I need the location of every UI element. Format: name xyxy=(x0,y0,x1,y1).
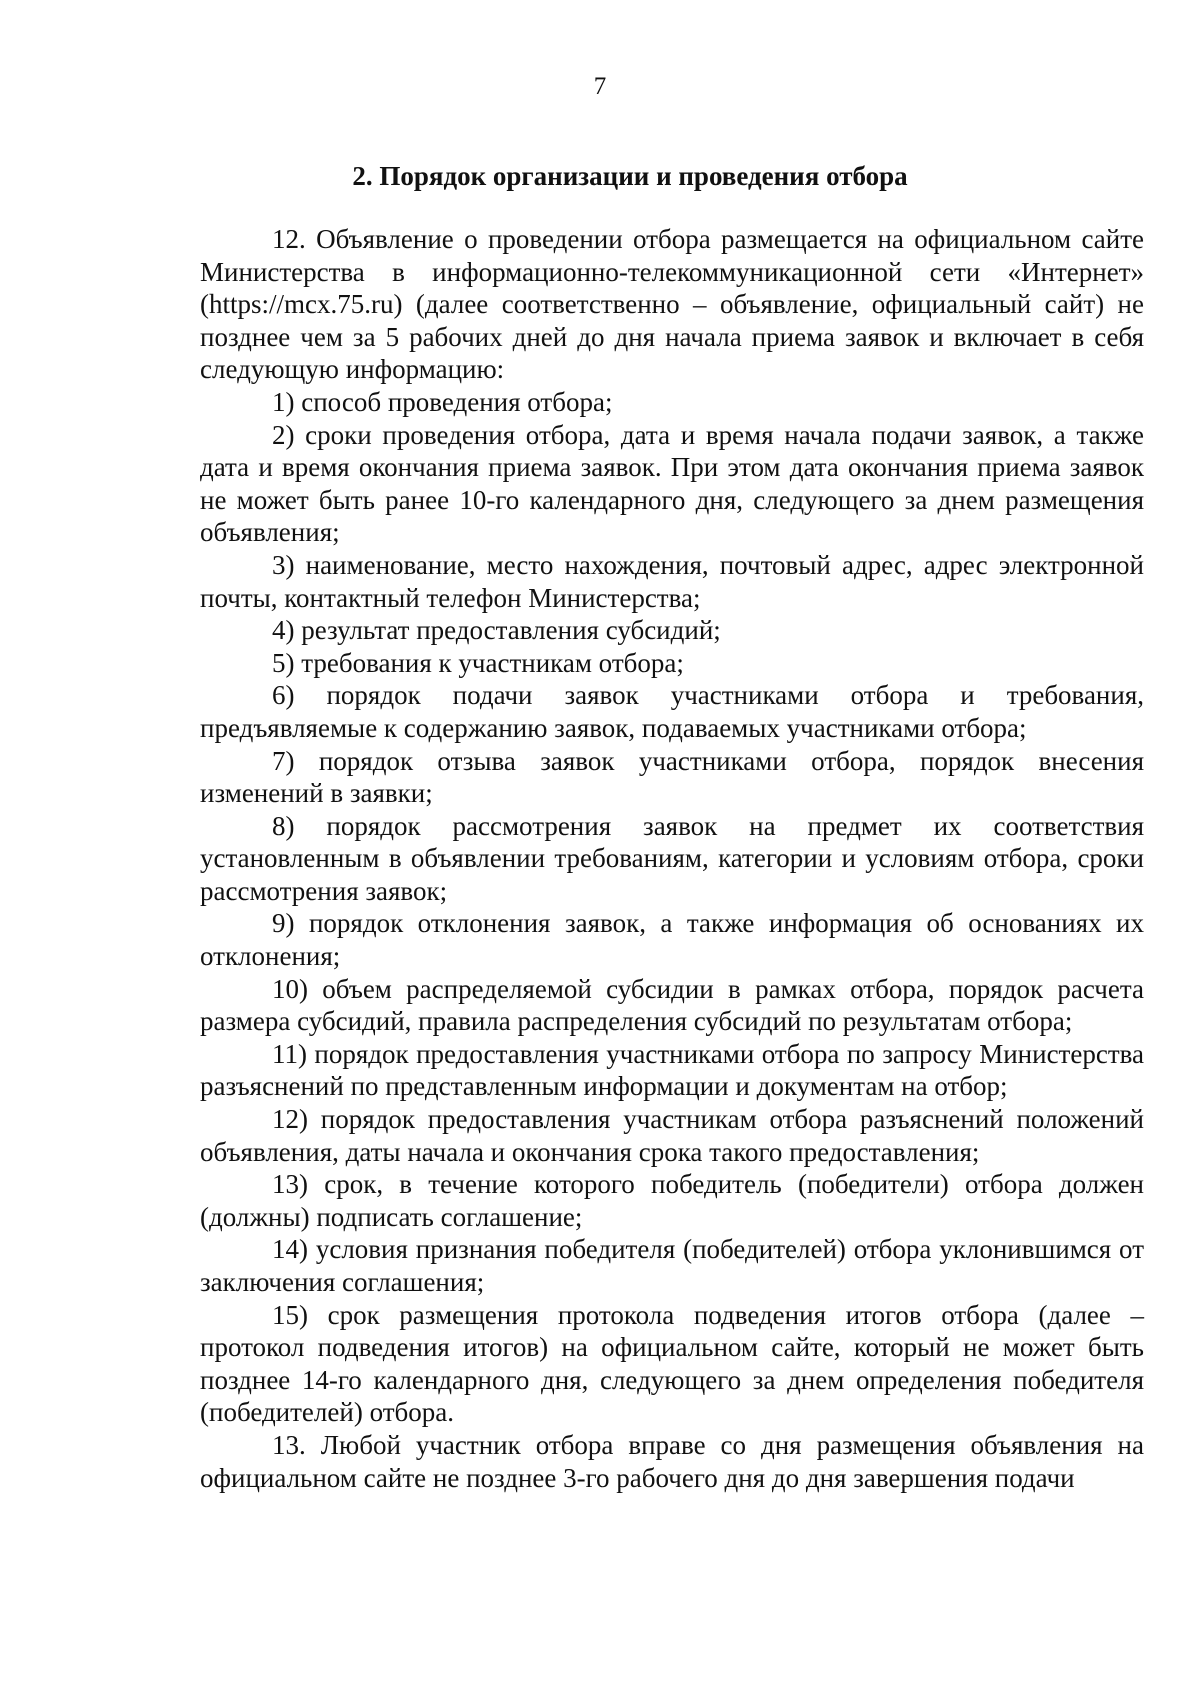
list-item-4: 4) результат предоставления субсидий; xyxy=(272,615,721,646)
list-item-14: 14) условия признания победителя (победителей) отбора уклонившимся от заключения соглашения; xyxy=(200,1234,1144,1297)
list-item-1: 1) способ проведения отбора; xyxy=(272,386,613,417)
paragraph-12-intro: 12. Объявление о проведении отбора размещается на официальном сайте Министерства в информационно-телекоммуникационной сети «Интернет» (https://mcx.75.ru) (далее соответственно – объявление, официальный сайт) не позднее чем за 5 рабочих дней до дня начала приема заявок и включает в себя следующую информацию: xyxy=(200,224,1144,385)
section-title: 2. Порядок организации и проведения отбора xyxy=(352,161,908,191)
paragraph-13: 13. Любой участник отбора вправе со дня размещения объявления на официальном сайте не позднее 3-го рабочего дня до дня завершения подачи xyxy=(200,1429,1144,1493)
list-item-2: 2) сроки проведения отбора, дата и время начала подачи заявок, а также дата и время окончания приема заявок. При этом дата окончания приема заявок не может быть ранее 10-го календарного дня, следующего за днем размещения объявления; xyxy=(200,419,1144,548)
list-item-10: 10) объем распределяемой субсидии в рамках отбора, порядок расчета размера субсидий, правила распределения субсидий по результатам отбора; xyxy=(200,973,1144,1037)
list-item-6: 6) порядок подачи заявок участниками отбора и требования, предъявляемые к содержанию заявок, подаваемых участниками отбора; xyxy=(200,680,1144,743)
list-item-11: 11) порядок предоставления участниками отбора по запросу Министерства разъяснений по представленным информации и документам на отбор; xyxy=(200,1038,1144,1102)
list-item-13: 13) срок, в течение которого победитель (победители) отбора должен (должны) подписать соглашение; xyxy=(200,1169,1144,1232)
list-item-5: 5) требования к участникам отбора; xyxy=(272,647,684,678)
list-item-15: 15) срок размещения протокола подведения итогов отбора (далее – протокол подведения итогов) на официальном сайте, который не может быть позднее 14-го календарного дня, следующего за днем определения победителя (победителей) отбора. xyxy=(200,1299,1144,1428)
list-item-8: 8) порядок рассмотрения заявок на предмет их соответствия установленным в объявлении требованиям, категории и условиям отбора, сроки рассмотрения заявок; xyxy=(200,810,1144,906)
list-item-7: 7) порядок отзыва заявок участниками отбора, порядок внесения изменений в заявки; xyxy=(200,745,1144,809)
list-item-3: 3) наименование, место нахождения, почтовый адрес, адрес электронной почты, контактный телефон Министерства; xyxy=(200,549,1144,613)
list-item-12: 12) порядок предоставления участникам отбора разъяснений положений объявления, даты начала и окончания срока такого предоставления; xyxy=(200,1104,1144,1167)
list-item-9: 9) порядок отклонения заявок, а также информация об основаниях их отклонения; xyxy=(200,908,1144,972)
page-number: 7 xyxy=(593,73,607,100)
document-body xyxy=(200,223,1144,1494)
